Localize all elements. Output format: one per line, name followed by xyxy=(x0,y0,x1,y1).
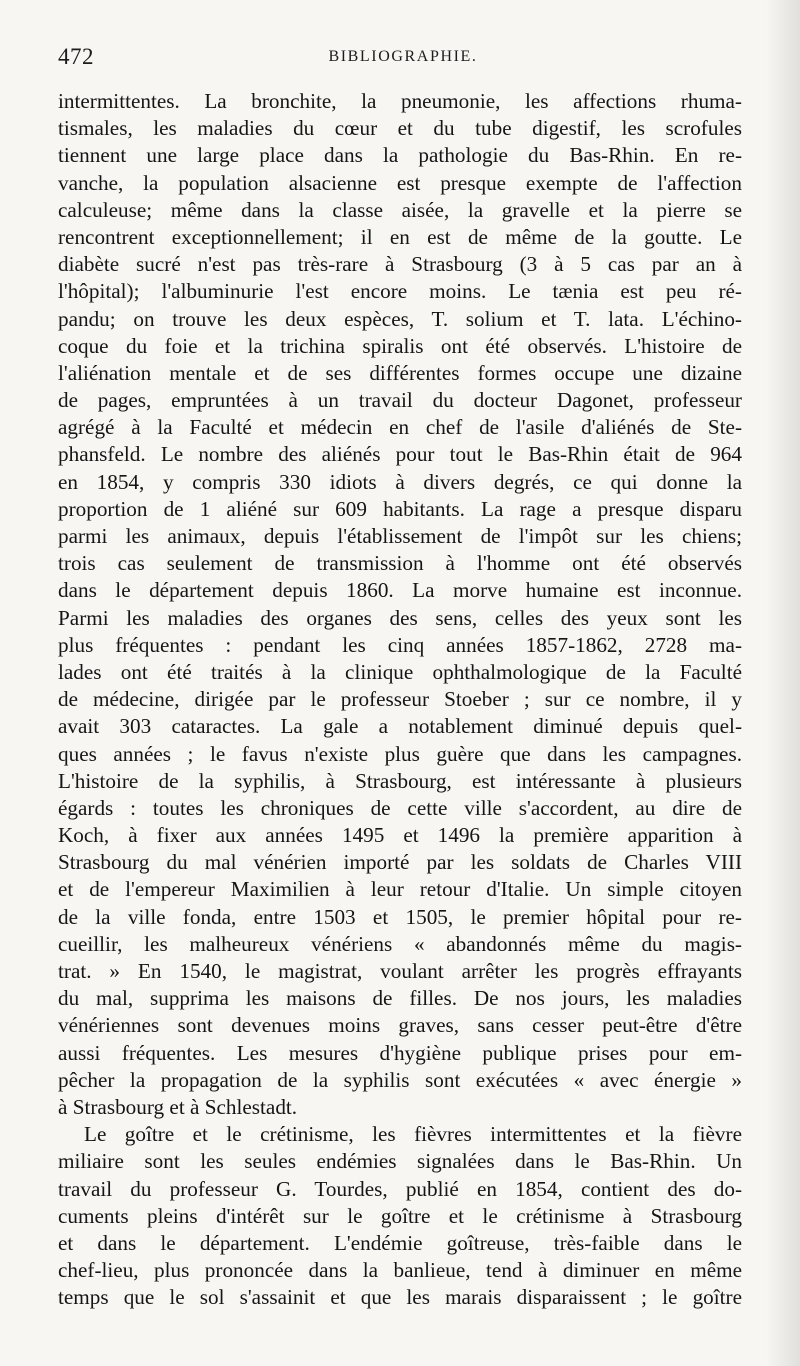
text-line: proportion de 1 aliéné sur 609 habitants. La rage a presque disparu xyxy=(58,496,742,521)
text-line: de médecine, dirigée par le professeur Stoeber ; sur ce nombre, il y xyxy=(58,687,742,712)
text-line: l'aliénation mentale et de ses différentes formes occupe une dizaine xyxy=(58,360,742,385)
text-line: agrégé à la Faculté et médecin en chef de l'asile d'aliénés de Ste- xyxy=(58,415,742,440)
text-line: temps que le sol s'assainit et que les marais disparaissent ; le goître xyxy=(58,1285,742,1310)
text-line: ques années ; le favus n'existe plus guère que dans les campagnes. xyxy=(58,741,742,766)
text-line: vénériennes sont devenues moins graves, sans cesser peut-être d'être xyxy=(58,1013,742,1038)
text-line: dans le département depuis 1860. La morve humaine est inconnue. xyxy=(58,578,742,603)
text-line: travail du professeur G. Tourdes, publié en 1854, contient des do- xyxy=(58,1176,742,1201)
text-line: avait 303 cataractes. La gale a notablement diminué depuis quel- xyxy=(58,714,742,739)
paragraph-first-line: Le goître et le crétinisme, les fièvres intermittentes et la fièvre xyxy=(84,1122,742,1147)
text-line: et de l'empereur Maximilien à leur retour d'Italie. Un simple citoyen xyxy=(58,877,742,902)
page-edge-shadow xyxy=(766,0,800,1366)
text-line: phansfeld. Le nombre des aliénés pour tout le Bas-Rhin était de 964 xyxy=(58,442,742,467)
text-line: vanche, la population alsacienne est presque exempte de l'affection xyxy=(58,170,742,195)
body-text xyxy=(58,88,742,1311)
text-line: égards : toutes les chroniques de cette ville s'accordent, au dire de xyxy=(58,795,742,820)
text-line: cueillir, les malheureux vénériens « abandonnés même du magis- xyxy=(58,931,742,956)
text-line: parmi les animaux, depuis l'établissement de l'impôt sur les chiens; xyxy=(58,524,742,548)
page-number: 472 xyxy=(58,44,94,69)
text-line: tiennent une large place dans la pathologie du Bas-Rhin. En re- xyxy=(58,143,742,168)
text-line: pandu; on trouve les deux espèces, T. solium et T. lata. L'échino- xyxy=(58,306,742,331)
paragraph-last-line: à Strasbourg et à Schlestadt. xyxy=(58,1094,298,1119)
text-line: et dans le département. L'endémie goîtreuse, très-faible dans le xyxy=(58,1230,742,1255)
text-line: Strasbourg du mal vénérien importé par les soldats de Charles VIII xyxy=(58,850,742,875)
text-line: cuments pleins d'intérêt sur le goître et le crétinisme à Strasbourg xyxy=(58,1203,742,1228)
text-line: aussi fréquentes. Les mesures d'hygiène publique prises pour em- xyxy=(58,1040,742,1065)
text-line: l'hôpital); l'albuminurie l'est encore moins. Le tænia est peu ré- xyxy=(58,279,742,304)
text-line: lades ont été traités à la clinique ophthalmologique de la Faculté xyxy=(58,659,742,684)
text-line: du mal, supprima les maisons de filles. De nos jours, les maladies xyxy=(58,986,742,1011)
text-line: coque du foie et la trichina spiralis ont été observés. L'histoire de xyxy=(58,333,742,358)
page-header xyxy=(58,44,748,74)
text-line: Koch, à fixer aux années 1495 et 1496 la première apparition à xyxy=(58,823,742,848)
text-line: pêcher la propagation de la syphilis sont exécutées « avec énergie » xyxy=(58,1067,742,1092)
text-line: chef-lieu, plus prononcée dans la banlieue, tend à diminuer en même xyxy=(58,1258,742,1283)
text-line: Parmi les maladies des organes des sens, celles des yeux sont les xyxy=(58,605,742,630)
text-line: trois cas seulement de transmission à l'homme ont été observés xyxy=(58,551,742,576)
text-line: diabète sucré n'est pas très-rare à Strasbourg (3 à 5 cas par an à xyxy=(58,252,742,277)
text-line: de pages, empruntées à un travail du docteur Dagonet, professeur xyxy=(58,388,742,413)
text-line: miliaire sont les seules endémies signalées dans le Bas-Rhin. Un xyxy=(58,1149,742,1174)
text-line: trat. » En 1540, le magistrat, voulant arrêter les progrès effrayants xyxy=(58,959,742,983)
text-line: tismales, les maladies du cœur et du tube digestif, les scrofules xyxy=(58,116,742,141)
text-line: L'histoire de la syphilis, à Strasbourg, est intéressante à plusieurs xyxy=(58,768,742,793)
text-line: de la ville fonda, entre 1503 et 1505, le premier hôpital pour re- xyxy=(58,904,742,929)
text-line: calculeuse; même dans la classe aisée, la gravelle et la pierre se xyxy=(58,197,742,222)
text-line: intermittentes. La bronchite, la pneumonie, les affections rhuma- xyxy=(58,89,742,113)
text-line: rencontrent exceptionnellement; il en est de même de la goutte. Le xyxy=(58,224,742,249)
text-line: en 1854, y compris 330 idiots à divers degrés, ce qui donne la xyxy=(58,469,742,494)
text-line: plus fréquentes : pendant les cinq années 1857-1862, 2728 ma- xyxy=(58,632,742,657)
running-head: BIBLIOGRAPHIE. xyxy=(328,48,478,65)
